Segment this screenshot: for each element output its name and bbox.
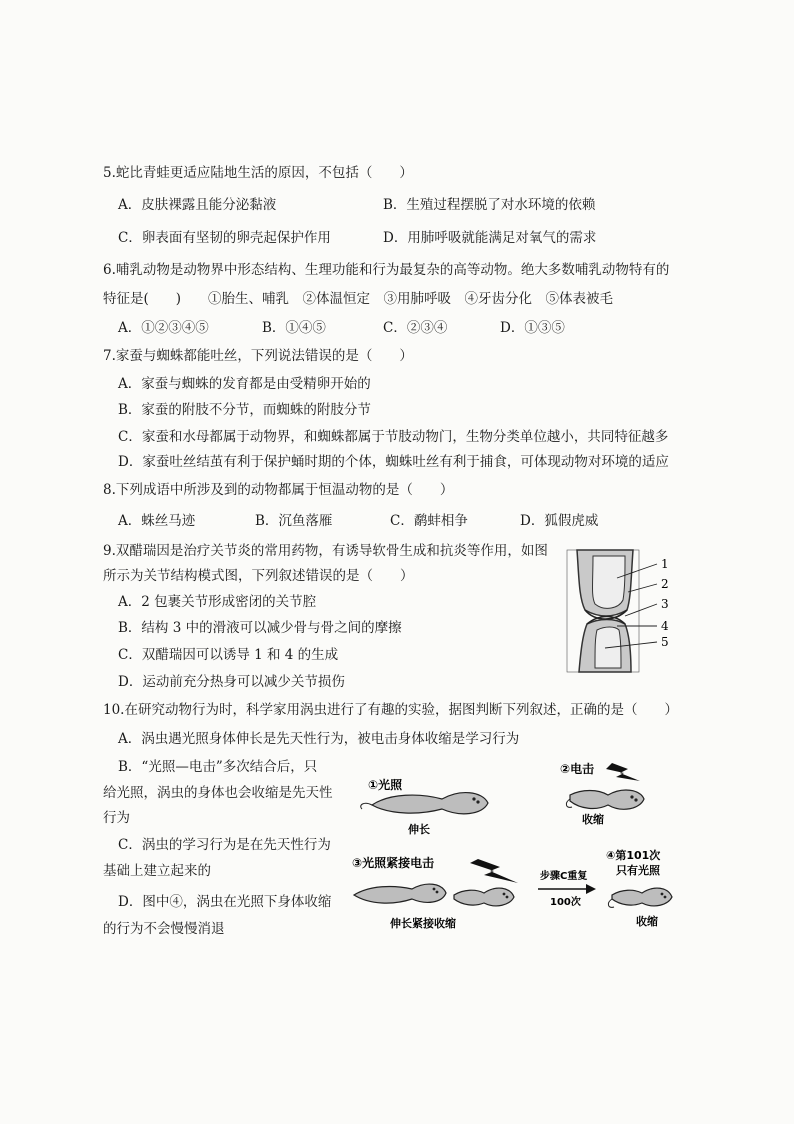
q8-option-d: D．狐假虎威 bbox=[520, 513, 599, 529]
lightning-bolt-icon bbox=[470, 859, 518, 883]
q10-option-b-line1: B．“光照—电击”多次结合后，只 bbox=[118, 759, 318, 775]
q8-option-b: B．沉鱼落雁 bbox=[255, 513, 333, 529]
q9-option-c: C．双醋瑞因可以诱导 1 和 4 的生成 bbox=[118, 647, 339, 663]
step1-label: ①光照 bbox=[368, 778, 403, 792]
lightning-bolt-icon bbox=[606, 763, 640, 781]
q10-stem: 10.在研究动物行为时，科学家用涡虫进行了有趣的实验，据图判断下列叙述，正确的是（ ） bbox=[103, 702, 678, 718]
arrow-top-text: 步骤C重复 bbox=[540, 871, 588, 882]
q10-option-c-line1: C．涡虫的学习行为是在先天性行为 bbox=[118, 837, 331, 853]
q5-option-b: B．生殖过程摆脱了对水环境的依赖 bbox=[383, 197, 596, 213]
joint-structure-figure bbox=[565, 548, 677, 674]
step4-label-line1: ④第101次 bbox=[606, 849, 661, 862]
q6-option-c: C．②③④ bbox=[383, 320, 448, 336]
flatworm-contracted-icon bbox=[454, 888, 514, 906]
q7-option-d: D．家蚕吐丝结茧有利于保护蛹时期的个体，蜘蛛吐丝有利于捕食，可体现动物对环境的适应 bbox=[118, 454, 669, 470]
q5-option-c: C．卵表面有坚韧的卵壳起保护作用 bbox=[118, 230, 331, 246]
q8-option-c: C．鹬蚌相争 bbox=[390, 513, 468, 529]
q10-option-a: A．涡虫遇光照身体伸长是先天性行为，被电击身体收缩是学习行为 bbox=[118, 731, 520, 747]
q5-option-a: A．皮肤裸露且能分泌黏液 bbox=[118, 197, 277, 213]
joint-label-5: 5 bbox=[661, 635, 669, 649]
q10-option-d-line2: 的行为不会慢慢消退 bbox=[103, 921, 225, 937]
q6-option-d: D．①③⑤ bbox=[500, 320, 565, 336]
q10-option-d-line1: D．图中④，涡虫在光照下身体收缩 bbox=[118, 894, 332, 910]
q9-stem-line1: 9.双醋瑞因是治疗关节炎的常用药物，有诱导软骨生成和抗炎等作用，如图 bbox=[103, 543, 548, 559]
q8-option-a: A．蛛丝马迹 bbox=[118, 513, 196, 529]
q6-option-a: A．①②③④⑤ bbox=[118, 320, 209, 336]
q9-stem-line2: 所示为关节结构模式图，下列叙述错误的是（ ） bbox=[103, 568, 414, 584]
q6-option-b: B．①④⑤ bbox=[262, 320, 326, 336]
q5-stem: 5.蛇比青蛙更适应陆地生活的原因，不包括（ ） bbox=[103, 165, 413, 181]
joint-label-3: 3 bbox=[661, 597, 669, 611]
step2-label: ②电击 bbox=[560, 762, 595, 776]
q7-option-c: C．家蚕和水母都属于动物界，和蜘蛛都属于节肢动物门，生物分类单位越小，共同特征越多 bbox=[118, 429, 669, 445]
q10-option-b-line3: 行为 bbox=[103, 810, 130, 826]
step2-result: 收缩 bbox=[582, 813, 604, 826]
arrow-right-icon bbox=[538, 884, 596, 894]
step3-result: 伸长紧接收缩 bbox=[390, 917, 456, 930]
joint-label-4: 4 bbox=[661, 619, 669, 633]
q8-stem: 8.下列成语中所涉及到的动物都属于恒温动物的是（ ） bbox=[103, 482, 454, 498]
q7-stem: 7.家蚕与蜘蛛都能吐丝，下列说法错误的是（ ） bbox=[103, 348, 413, 364]
q10-option-b-line2: 给光照，涡虫的身体也会收缩是先天性 bbox=[103, 785, 333, 801]
q9-option-d: D．运动前充分热身可以减少关节损伤 bbox=[118, 674, 345, 690]
arrow-bottom-text: 100次 bbox=[550, 897, 581, 908]
flatworm-extended-icon bbox=[361, 793, 488, 814]
q6-stem-line2: 特征是( ) ①胎生、哺乳 ②体温恒定 ③用肺呼吸 ④牙齿分化 ⑤体表被毛 bbox=[103, 291, 614, 307]
step4-label-line2: 只有光照 bbox=[616, 864, 660, 877]
step1-result: 伸长 bbox=[408, 823, 430, 836]
joint-label-1: 1 bbox=[661, 557, 669, 571]
flatworm-extended-icon bbox=[354, 884, 446, 903]
joint-label-2: 2 bbox=[661, 577, 669, 591]
q10-option-c-line2: 基础上建立起来的 bbox=[103, 863, 211, 879]
flatworm-experiment-figure bbox=[350, 755, 680, 940]
q7-option-a: A．家蚕与蜘蛛的发育都是由受精卵开始的 bbox=[118, 376, 371, 392]
q6-stem-line1: 6.哺乳动物是动物界中形态结构、生理功能和行为最复杂的高等动物。绝大多数哺乳动物特有的 bbox=[103, 262, 670, 278]
flatworm-contracted-icon bbox=[608, 888, 672, 907]
q5-option-d: D．用肺呼吸就能满足对氧气的需求 bbox=[383, 230, 597, 246]
step4-result: 收缩 bbox=[636, 915, 658, 928]
flatworm-contracted-icon bbox=[566, 790, 644, 809]
q9-option-a: A．2 包裹关节形成密闭的关节腔 bbox=[118, 594, 317, 610]
q9-option-b: B．结构 3 中的滑液可以减少骨与骨之间的摩擦 bbox=[118, 620, 402, 636]
step3-label: ③光照紧接电击 bbox=[352, 856, 435, 870]
q7-option-b: B．家蚕的附肢不分节，而蜘蛛的附肢分节 bbox=[118, 402, 371, 418]
